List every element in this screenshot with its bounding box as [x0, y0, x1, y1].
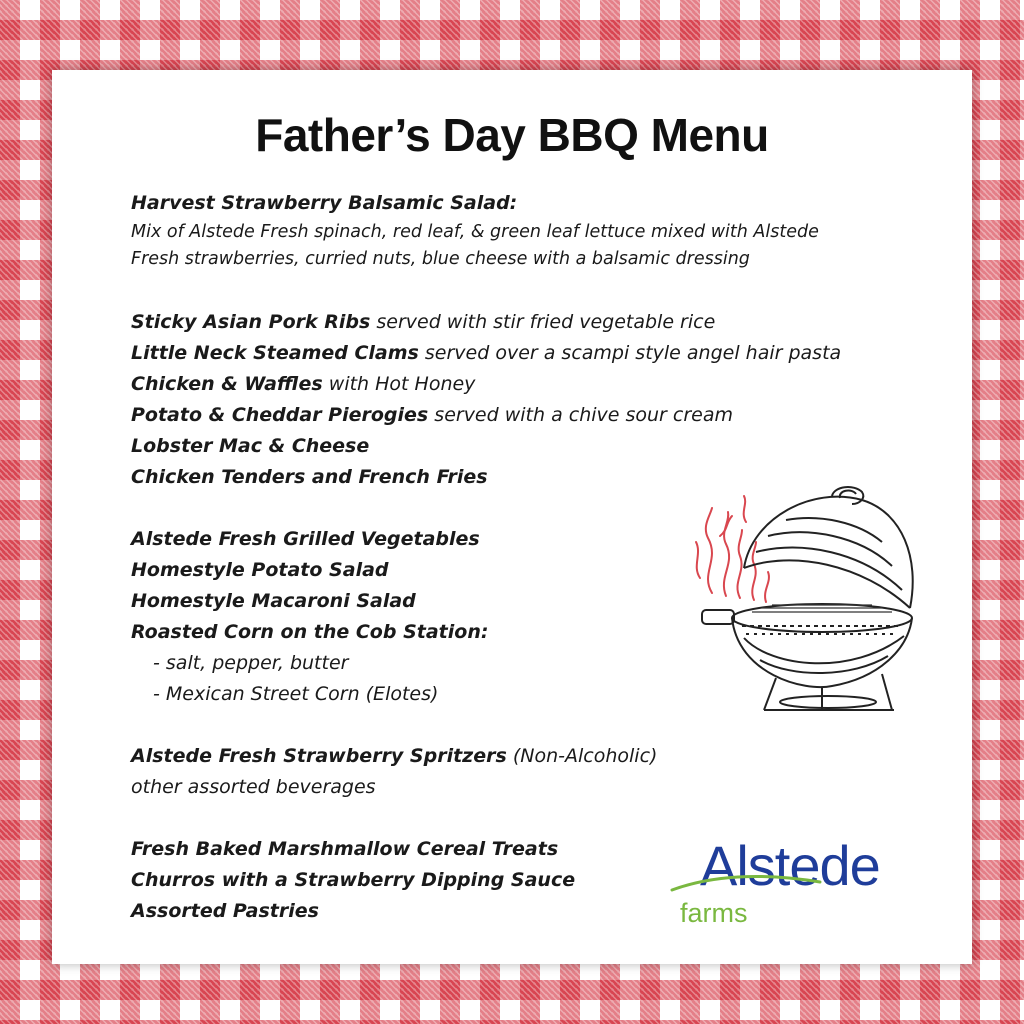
main-item-name: Chicken Tenders and French Fries — [131, 466, 488, 488]
main-item-name: Little Neck Steamed Clams — [131, 342, 419, 364]
main-item — [131, 431, 931, 462]
logo-name: Alstede — [700, 834, 880, 897]
main-item — [131, 307, 931, 338]
dessert-item: Assorted Pastries — [131, 900, 319, 922]
main-item — [131, 400, 931, 431]
main-item-desc: served with a chive sour cream — [428, 404, 734, 426]
dessert-item: Churros with a Strawberry Dipping Sauce — [131, 869, 576, 891]
main-item-desc: with Hot Honey — [322, 373, 476, 395]
side-item: Homestyle Potato Salad — [131, 559, 389, 581]
logo-subtitle: farms — [680, 898, 748, 928]
menu-card — [52, 70, 972, 964]
drink-name: Alstede Fresh Strawberry Spritzers — [131, 745, 507, 767]
other-beverages: other assorted beverages — [131, 776, 376, 798]
drink-note: (Non-Alcoholic) — [506, 745, 658, 767]
page-title: Father’s Day BBQ Menu — [255, 109, 769, 161]
dessert-item: Fresh Baked Marshmallow Cereal Treats — [131, 838, 559, 860]
logo-swoosh-icon — [670, 840, 920, 940]
salad-description-line-1: Mix of Alstede Fresh spinach, red leaf, & green leaf lettuce mixed with Alstede — [131, 222, 819, 242]
main-item-name: Lobster Mac & Cheese — [131, 435, 370, 457]
corn-option: - Mexican Street Corn (Elotes) — [153, 683, 439, 705]
side-item: Roasted Corn on the Cob Station: — [131, 621, 489, 643]
alstede-farms-logo — [670, 834, 920, 940]
main-item-name: Potato & Cheddar Pierogies — [131, 404, 429, 426]
main-item — [131, 338, 931, 369]
main-item — [131, 369, 931, 400]
corn-option: - salt, pepper, butter — [153, 652, 349, 674]
side-item: Homestyle Macaroni Salad — [131, 590, 416, 612]
side-item: Alstede Fresh Grilled Vegetables — [131, 528, 480, 550]
bbq-grill-icon — [682, 478, 917, 713]
drink-item — [131, 741, 931, 772]
main-item-desc: served with stir fried vegetable rice — [370, 311, 716, 333]
main-item-desc: served over a scampi style angel hair pasta — [418, 342, 842, 364]
main-item-name: Sticky Asian Pork Ribs — [131, 311, 371, 333]
salad-name: Harvest Strawberry Balsamic Salad: — [131, 192, 518, 214]
main-item-name: Chicken & Waffles — [131, 373, 323, 395]
salad-description-line-2: Fresh strawberries, curried nuts, blue cheese with a balsamic dressing — [131, 249, 750, 269]
